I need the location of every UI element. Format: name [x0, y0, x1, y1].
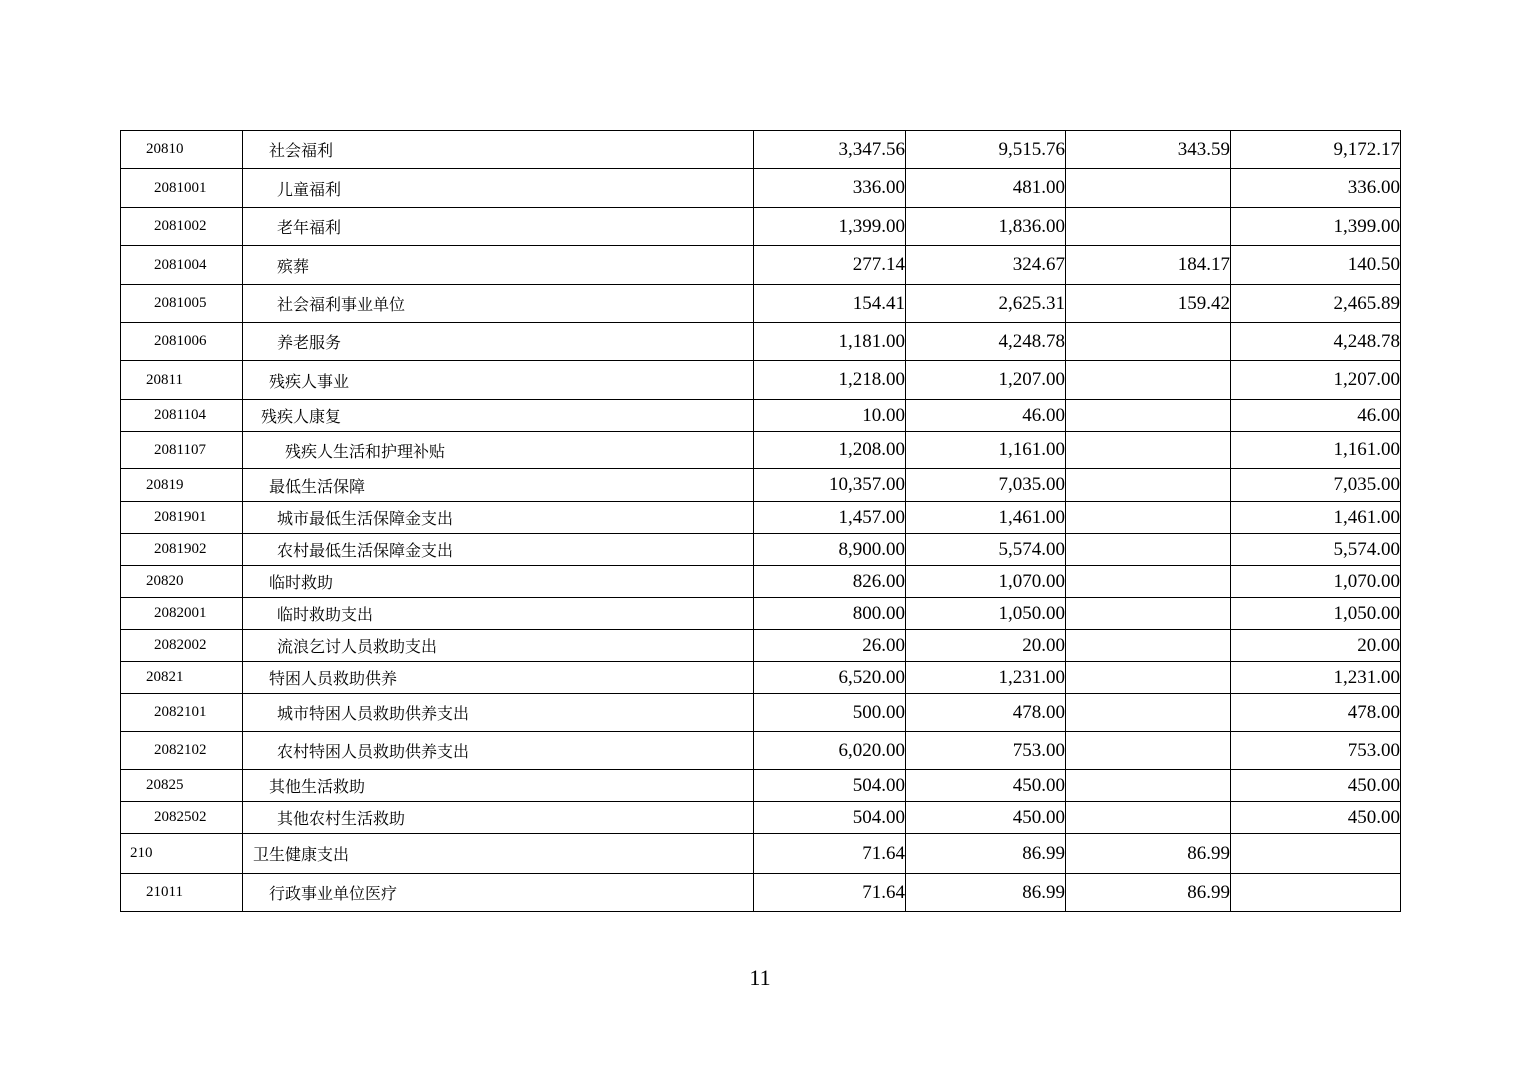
row-value-3: [1066, 323, 1231, 361]
table-row: [121, 694, 1401, 732]
row-value-3: [1066, 694, 1231, 732]
table-row: [121, 534, 1401, 566]
row-code: 2081004: [121, 246, 243, 285]
row-value-3: 184.17: [1066, 246, 1231, 285]
row-value-4: 46.00: [1231, 400, 1401, 432]
table-row: [121, 432, 1401, 469]
table-row: [121, 598, 1401, 630]
row-value-4: 1,050.00: [1231, 598, 1401, 630]
row-value-3: [1066, 770, 1231, 802]
row-name: 其他农村生活救助: [243, 802, 754, 834]
row-value-2: 1,161.00: [906, 432, 1066, 469]
table-row: [121, 246, 1401, 285]
table-row: [121, 662, 1401, 694]
row-value-2: 5,574.00: [906, 534, 1066, 566]
row-name: 卫生健康支出: [243, 834, 754, 874]
row-value-2: 2,625.31: [906, 285, 1066, 323]
row-value-3: 86.99: [1066, 834, 1231, 874]
row-code: 20820: [121, 566, 243, 598]
row-value-3: [1066, 732, 1231, 770]
row-code: 2082102: [121, 732, 243, 770]
row-name: 其他生活救助: [243, 770, 754, 802]
row-value-1: 1,218.00: [754, 361, 906, 400]
row-value-2: 7,035.00: [906, 469, 1066, 502]
row-value-1: 1,208.00: [754, 432, 906, 469]
row-name: 养老服务: [243, 323, 754, 361]
row-code: 2081107: [121, 432, 243, 469]
row-value-1: 504.00: [754, 770, 906, 802]
row-code: 2081001: [121, 169, 243, 208]
row-value-2: 324.67: [906, 246, 1066, 285]
row-code: 2081902: [121, 534, 243, 566]
row-code: 20825: [121, 770, 243, 802]
row-value-1: 8,900.00: [754, 534, 906, 566]
row-value-1: 826.00: [754, 566, 906, 598]
row-code: 2082002: [121, 630, 243, 662]
row-value-4: 1,231.00: [1231, 662, 1401, 694]
row-value-2: 1,836.00: [906, 208, 1066, 246]
row-value-3: [1066, 208, 1231, 246]
table-row: [121, 834, 1401, 874]
row-name: 社会福利事业单位: [243, 285, 754, 323]
row-value-2: 9,515.76: [906, 131, 1066, 169]
row-value-2: 46.00: [906, 400, 1066, 432]
row-value-2: 1,070.00: [906, 566, 1066, 598]
row-value-1: 10,357.00: [754, 469, 906, 502]
row-value-1: 1,181.00: [754, 323, 906, 361]
row-value-3: [1066, 502, 1231, 534]
row-code: 2081005: [121, 285, 243, 323]
row-value-3: [1066, 662, 1231, 694]
row-value-3: [1066, 598, 1231, 630]
row-value-3: 343.59: [1066, 131, 1231, 169]
row-value-2: 86.99: [906, 874, 1066, 912]
row-code: 210: [121, 834, 243, 874]
row-name: 城市最低生活保障金支出: [243, 502, 754, 534]
table-row: [121, 208, 1401, 246]
row-value-4: 20.00: [1231, 630, 1401, 662]
row-name: 残疾人康复: [243, 400, 754, 432]
row-code: 20811: [121, 361, 243, 400]
row-value-1: 1,399.00: [754, 208, 906, 246]
row-value-3: [1066, 432, 1231, 469]
row-value-3: 159.42: [1066, 285, 1231, 323]
row-value-4: 450.00: [1231, 770, 1401, 802]
row-value-2: 20.00: [906, 630, 1066, 662]
table-row: [121, 630, 1401, 662]
row-name: 临时救助: [243, 566, 754, 598]
row-name: 临时救助支出: [243, 598, 754, 630]
row-value-4: 5,574.00: [1231, 534, 1401, 566]
row-code: 20821: [121, 662, 243, 694]
table-row: [121, 400, 1401, 432]
row-value-4: [1231, 834, 1401, 874]
row-value-3: 86.99: [1066, 874, 1231, 912]
row-value-1: 6,520.00: [754, 662, 906, 694]
row-value-4: 1,161.00: [1231, 432, 1401, 469]
row-value-3: [1066, 469, 1231, 502]
row-value-3: [1066, 169, 1231, 208]
row-value-2: 450.00: [906, 802, 1066, 834]
row-value-1: 71.64: [754, 874, 906, 912]
row-value-1: 26.00: [754, 630, 906, 662]
table-row: [121, 323, 1401, 361]
row-value-3: [1066, 361, 1231, 400]
row-value-2: 86.99: [906, 834, 1066, 874]
row-value-1: 1,457.00: [754, 502, 906, 534]
row-value-3: [1066, 630, 1231, 662]
row-value-2: 450.00: [906, 770, 1066, 802]
row-value-4: 336.00: [1231, 169, 1401, 208]
row-value-4: 1,399.00: [1231, 208, 1401, 246]
table-row: [121, 169, 1401, 208]
row-value-4: 7,035.00: [1231, 469, 1401, 502]
row-code: 21011: [121, 874, 243, 912]
row-name: 殡葬: [243, 246, 754, 285]
row-value-1: 800.00: [754, 598, 906, 630]
row-code: 2082502: [121, 802, 243, 834]
table-row: [121, 770, 1401, 802]
table-row: [121, 502, 1401, 534]
table-row: [121, 802, 1401, 834]
row-name: 社会福利: [243, 131, 754, 169]
row-name: 儿童福利: [243, 169, 754, 208]
row-value-1: 71.64: [754, 834, 906, 874]
row-value-2: 478.00: [906, 694, 1066, 732]
row-code: 2081002: [121, 208, 243, 246]
row-value-1: 6,020.00: [754, 732, 906, 770]
table-row: [121, 361, 1401, 400]
row-value-3: [1066, 802, 1231, 834]
row-name: 残疾人事业: [243, 361, 754, 400]
table-row: [121, 874, 1401, 912]
row-name: 残疾人生活和护理补贴: [243, 432, 754, 469]
row-code: 2082101: [121, 694, 243, 732]
row-code: 2081104: [121, 400, 243, 432]
row-value-4: [1231, 874, 1401, 912]
row-value-1: 336.00: [754, 169, 906, 208]
row-value-3: [1066, 534, 1231, 566]
row-value-2: 1,207.00: [906, 361, 1066, 400]
row-value-2: 4,248.78: [906, 323, 1066, 361]
row-value-4: 4,248.78: [1231, 323, 1401, 361]
row-value-2: 1,461.00: [906, 502, 1066, 534]
row-value-1: 10.00: [754, 400, 906, 432]
row-value-1: 3,347.56: [754, 131, 906, 169]
page-number: 11: [749, 965, 771, 990]
row-value-1: 154.41: [754, 285, 906, 323]
row-value-4: 2,465.89: [1231, 285, 1401, 323]
row-value-2: 1,050.00: [906, 598, 1066, 630]
row-name: 特困人员救助供养: [243, 662, 754, 694]
budget-table: [120, 130, 1401, 912]
row-value-4: 9,172.17: [1231, 131, 1401, 169]
row-value-2: 1,231.00: [906, 662, 1066, 694]
row-value-3: [1066, 566, 1231, 598]
row-value-1: 277.14: [754, 246, 906, 285]
row-value-4: 140.50: [1231, 246, 1401, 285]
table-row: [121, 469, 1401, 502]
row-value-4: 753.00: [1231, 732, 1401, 770]
row-name: 老年福利: [243, 208, 754, 246]
row-code: 2082001: [121, 598, 243, 630]
row-value-4: 450.00: [1231, 802, 1401, 834]
table-row: [121, 732, 1401, 770]
row-value-4: 1,461.00: [1231, 502, 1401, 534]
row-value-2: 753.00: [906, 732, 1066, 770]
table-row: [121, 131, 1401, 169]
table-row: [121, 566, 1401, 598]
row-name: 农村特困人员救助供养支出: [243, 732, 754, 770]
row-name: 农村最低生活保障金支出: [243, 534, 754, 566]
row-value-4: 1,207.00: [1231, 361, 1401, 400]
row-code: 2081901: [121, 502, 243, 534]
row-value-3: [1066, 400, 1231, 432]
row-code: 20810: [121, 131, 243, 169]
budget-table-body: [121, 131, 1401, 912]
row-code: 2081006: [121, 323, 243, 361]
row-value-1: 500.00: [754, 694, 906, 732]
row-name: 行政事业单位医疗: [243, 874, 754, 912]
row-value-2: 481.00: [906, 169, 1066, 208]
row-name: 流浪乞讨人员救助支出: [243, 630, 754, 662]
table-row: [121, 285, 1401, 323]
row-name: 最低生活保障: [243, 469, 754, 502]
row-name: 城市特困人员救助供养支出: [243, 694, 754, 732]
row-code: 20819: [121, 469, 243, 502]
row-value-4: 478.00: [1231, 694, 1401, 732]
row-value-1: 504.00: [754, 802, 906, 834]
row-value-4: 1,070.00: [1231, 566, 1401, 598]
